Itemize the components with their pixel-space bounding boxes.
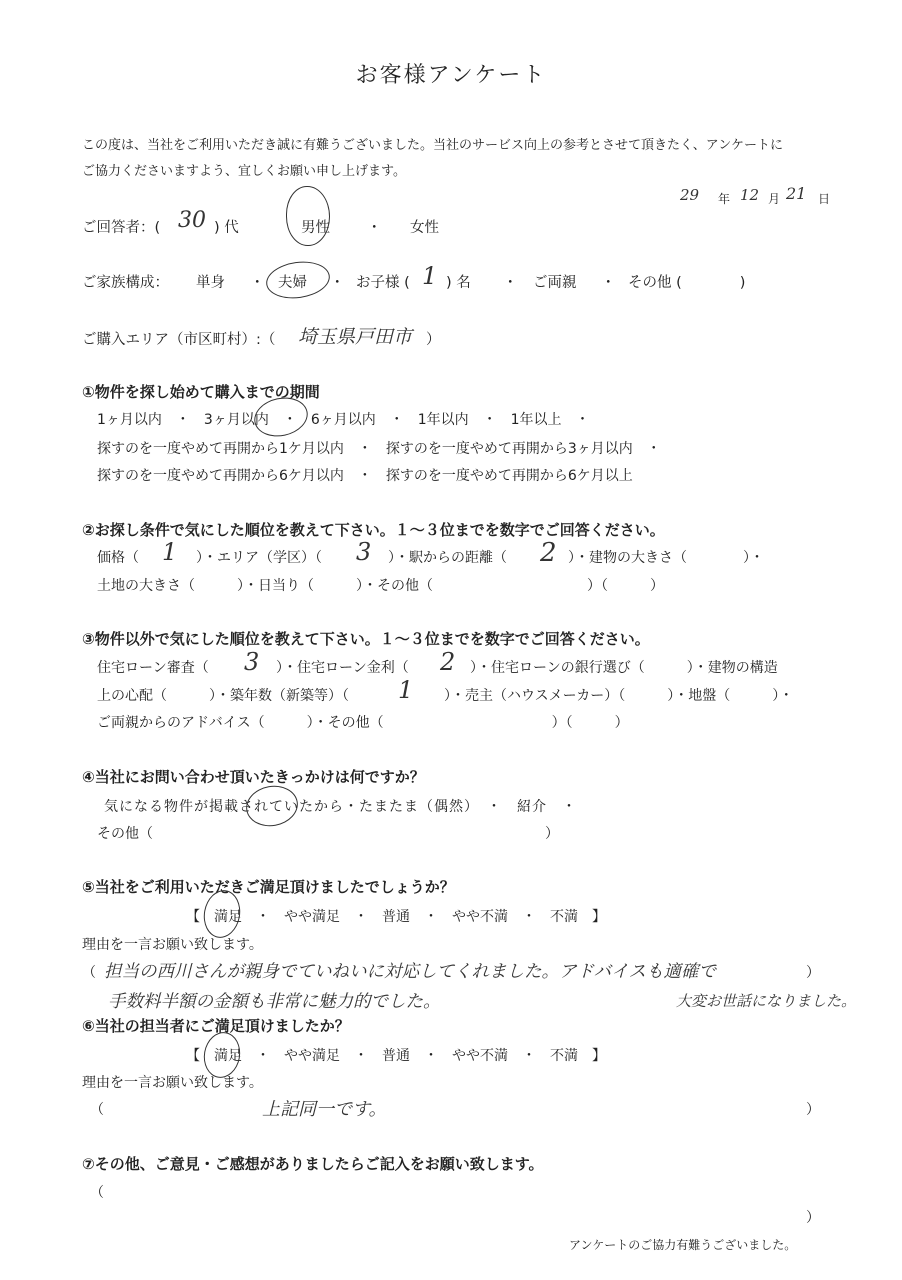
q3-options-line-3: ご両親からのアドバイス（ ）・その他（ ）（ ） [97,715,629,731]
family-couple: 夫婦 [278,275,307,291]
page-title: お客様アンケート [355,63,547,88]
q5-answer-line-3: 大変お世話になりました。 [676,992,857,1010]
family-children: お子様 ( [356,275,410,291]
date-day-unit: 日 [818,192,831,206]
date-year-unit: 年 [718,192,731,206]
q2-area-value: 3 [356,538,372,566]
family-parents: ご両親 [533,275,577,291]
q3-title: ③物件以外で気にした順位を教えて下さい。１～３位までを数字でご回答ください。 [82,630,650,648]
q3-loan-review-value: 3 [244,648,260,676]
q2-price-label: 価格（ [97,550,139,566]
family-label: ご家族構成： [82,275,169,291]
respondent-dot: ・ [367,220,382,236]
male-selection-circle [286,186,330,246]
q2-options-line-2: 土地の大きさ（ ）・日当り（ ）・その他（ ）（ ） [97,578,664,594]
q2-station-value: 2 [540,538,557,568]
couple-selection-circle [264,258,332,303]
q4-options-line-1: 気になる物件が掲載されていたから・たまたま（偶然） ・ 紹介 ・ [104,799,577,815]
q5-title: ⑤当社をご利用いただきご満足頂けましたでしょうか？ [82,878,455,896]
family-dot-4: ・ [601,275,616,291]
q3-line-2a: 上の心配（ ）・築年数（新築等）（ [97,688,349,704]
q6-scale: 【 満足 ・ やや満足 ・ 普通 ・ やや不満 ・ 不満 】 [186,1048,606,1064]
date-day: 21 [786,184,807,203]
q6-close-paren: ） [806,1102,820,1118]
q2-price-value: 1 [162,538,178,566]
q4-options-line-2: その他（ ） [97,826,559,842]
q5-close-paren: ） [806,965,820,981]
q6-reason-label: 理由を一言お願い致します。 [82,1075,263,1091]
respondent-age-suffix: ) 代 [214,220,239,236]
family-dot-3: ・ [503,275,518,291]
q3-building-age-value: 1 [398,676,414,704]
date-month-unit: 月 [768,192,781,206]
family-children-count: 1 [422,262,438,290]
q1-options-line-3: 探すのを一度やめて再開から6ケ月以内 ・ 探すのを一度やめて再開から6ケ月以上 [97,468,633,484]
q6-answer: 上記同一です。 [262,1099,387,1120]
family-other: その他 ( ) [628,275,746,291]
respondent-age: 30 [178,208,206,233]
q6-title: ⑥当社の担当者にご満足頂けましたか？ [82,1017,350,1035]
area-close: ） [426,332,441,348]
q5-answer-line-1: 担当の西川さんが親身でていねいに対応してくれました。アドバイスも適確で [104,962,716,982]
family-single: 単身 [196,275,225,291]
respondent-female: 女性 [410,220,439,236]
q2-title: ②お探し条件で気にした順位を教えて下さい。１～３位までを数字でご回答ください。 [82,521,665,539]
family-dot-1: ・ [250,275,265,291]
intro-line-1: この度は、当社をご利用いただき誠に有難うございました。当社のサービス向上の参考とさせて頂きたく、アンケートに [82,138,783,153]
q2-area-label: ）・エリア（学区）（ [196,550,322,566]
q7-open-paren: （ [90,1185,104,1201]
respondent-label: ご回答者：( [82,220,161,236]
intro-line-2: ご協力くださいますよう、宜しくお願い申し上げます。 [82,164,406,179]
q3-line-2b: ）・売主（ハウスメーカー）（ ）・地盤（ ）・ [444,688,794,704]
q1-options-line-1: 1ヶ月以内 ・ 3ヶ月以内 ・ 6ヶ月以内 ・ 1年以内 ・ 1年以上 ・ [97,412,590,428]
date-year: 29 [680,186,700,204]
q2-station-label: ）・駅からの距離（ [388,550,507,566]
q1-title: ①物件を探し始めて購入までの期間 [82,383,320,401]
q1-options-line-2: 探すのを一度やめて再開から1ケ月以内 ・ 探すのを一度やめて再開から3ヶ月以内 ・ [97,441,661,457]
q5-scale: 【 満足 ・ やや満足 ・ 普通 ・ やや不満 ・ 不満 】 [186,909,606,925]
area-value: 埼玉県戸田市 [298,326,413,348]
family-dot-2: ・ [330,275,345,291]
respondent-male: 男性 [301,220,330,236]
q5-reason-label: 理由を一言お願い致します。 [82,937,263,953]
date-month: 12 [740,186,760,204]
q3-loan-review-label: 住宅ローン審査（ [97,660,209,676]
q6-open-paren: （ [90,1102,104,1118]
family-children-suffix: ) 名 [446,275,471,291]
q4-title: ④当社にお問い合わせ頂いたきっかけは何ですか？ [82,768,425,786]
footer-thanks: アンケートのご協力有難うございました。 [569,1238,797,1252]
q5-answer-line-2: 手数料半額の金額も非常に魅力的でした。 [108,992,441,1012]
q7-close-paren: ） [806,1210,820,1226]
q3-loan-rest: ）・住宅ローンの銀行選び（ ）・建物の構造 [470,660,778,676]
q2-size-label: ）・建物の大きさ（ ）・ [568,550,764,566]
q3-loan-rate-value: 2 [440,648,456,676]
q5-open-paren: （ [82,965,96,981]
q3-loan-rate-label: ）・住宅ローン金利（ [276,660,409,676]
area-label: ご購入エリア（市区町村）:（ [82,332,276,348]
q7-title: ⑦その他、ご意見・ご感想がありましたらご記入をお願い致します。 [82,1155,544,1173]
